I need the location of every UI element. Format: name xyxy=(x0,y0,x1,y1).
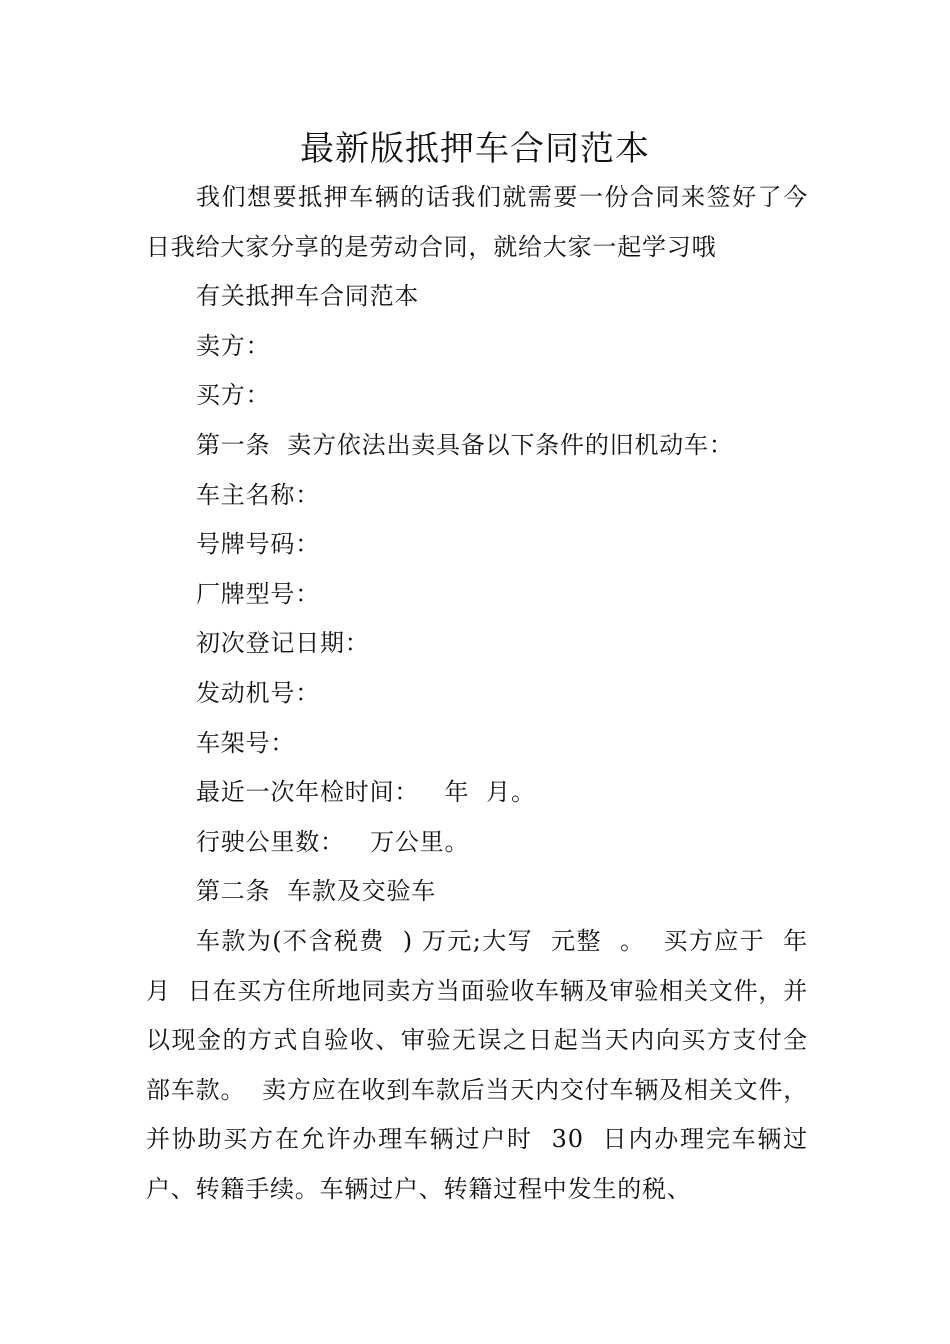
brand-model-line: 厂牌型号： xyxy=(196,579,320,608)
document-body xyxy=(146,173,825,1214)
last-inspection-line: 最近一次年检时间： 年 月。 xyxy=(196,778,536,807)
buyer-line: 买方： xyxy=(196,381,271,410)
first-registration-line: 初次登记日期： xyxy=(196,629,370,658)
plate-number-line: 号牌号码： xyxy=(196,530,320,559)
mileage-line: 行驶公里数： 万公里。 xyxy=(196,827,470,856)
seller-line: 卖方： xyxy=(196,331,271,360)
section-heading: 有关抵押车合同范本 xyxy=(196,282,420,311)
engine-number-line: 发动机号： xyxy=(196,678,320,707)
document-title: 最新版抵押车合同范本 xyxy=(300,129,650,169)
frame-number-line: 车架号： xyxy=(196,728,296,757)
intro-paragraph: 我们想要抵押车辆的话我们就需要一份合同来签好了今日我给大家分享的是劳动合同，就给大家一起学习哦 xyxy=(146,183,808,261)
owner-name-line: 车主名称： xyxy=(196,480,320,509)
article-one-heading: 第一条 卖方依法出卖具备以下条件的旧机动车： xyxy=(196,430,734,459)
article-two-heading: 第二条 车款及交验车 xyxy=(196,877,437,906)
payment-paragraph: 车款为(不含税费 ) 万元;大写 元整 。 买方应于 年 月 日在买方住所地同卖方当面验收车辆及审验相关文件，并以现金的方式自验收、审验无误之日起当天内向买方支付全部车款。 卖方应在收到车款后当天内交付车辆及相关文件，并协助买方在允许办理车辆过户时 30 日内办理完车辆过户、转籍手续。车辆过户、转籍过程中发生的税、 xyxy=(146,926,825,1203)
